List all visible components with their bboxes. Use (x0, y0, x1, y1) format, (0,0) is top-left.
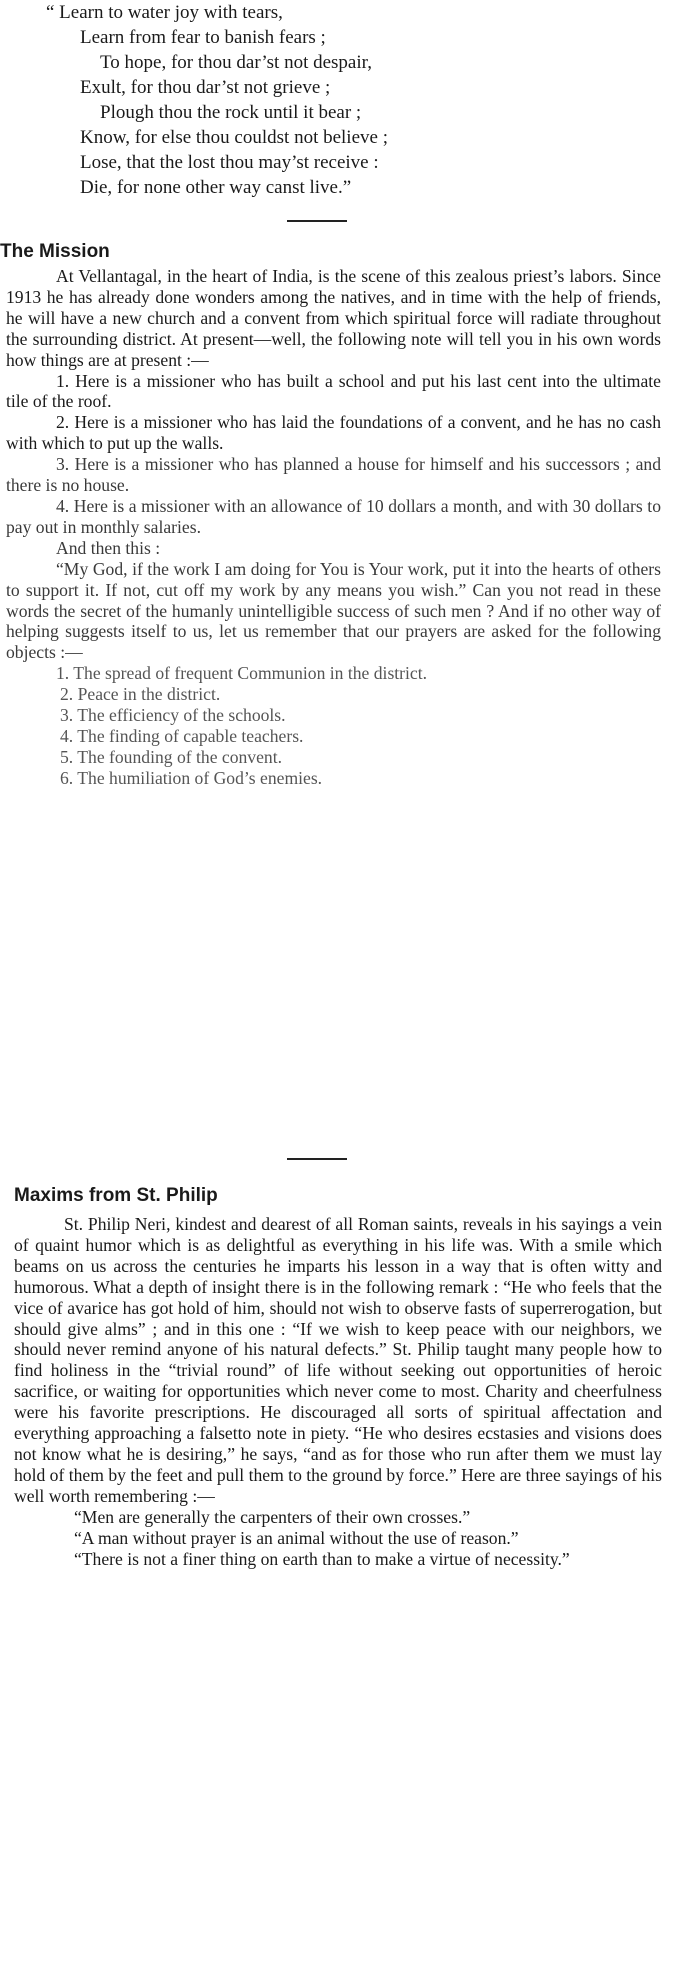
poem-line: Know, for else thou couldst not believe ; (80, 127, 388, 148)
section-divider (287, 1158, 347, 1160)
poem (46, 0, 646, 200)
list-item: 3. Here is a missioner who has planned a house for himself and his successors ; and there is no house. (6, 454, 661, 496)
poem-line: Exult, for thou dar’st not grieve ; (80, 77, 331, 98)
poem-line: Lose, that the lost thou may’st receive : (80, 152, 379, 173)
paragraph: “My God, if the work I am doing for You is Your work, put it into the hearts of others to support it. If not, cut off my work by any means you wish.” Can you not read in these words the secret of the humanly unintelligible success of such men ? And if no other way of helping suggests itself to us, let us remember that our prayers are asked for the following objects :— (6, 558, 661, 663)
poem-line: To hope, for thou dar’st not despair, (100, 52, 372, 73)
list-item: 3. The efficiency of the schools. (60, 705, 286, 726)
maxims-section (14, 1214, 662, 1569)
section-heading-maxims: Maxims from St. Philip (14, 1185, 218, 1206)
list-item: 4. Here is a missioner with an allowance of 10 dollars a month, and with 30 dollars to pay out in monthly salaries. (6, 495, 661, 537)
quote: “A man without prayer is an animal without the use of reason.” (74, 1527, 519, 1548)
poem-line: Learn from fear to banish fears ; (80, 27, 326, 48)
list-item: 5. The founding of the convent. (60, 746, 282, 767)
list-item: 4. The finding of capable teachers. (60, 725, 304, 746)
poem-line: “ Learn to water joy with tears, (46, 2, 283, 23)
list-item: 1. The spread of frequent Communion in the district. (56, 663, 428, 684)
list-item: 2. Peace in the district. (60, 684, 221, 705)
paragraph: St. Philip Neri, kindest and dearest of all Roman saints, reveals in his sayings a vein of quaint humor which is as delightful as everything in his life was. With a smile which beams on us across the centuries he imparts his lesson in a way that is often witty and humorous. What a depth of insight there is in the following remark : “He who feels that the vice of avarice has got hold of him, should not wish to observe fasts of superrerogation, but should give alms” ; and in this one : “If we wish to keep peace with our neighbors, we should never remind anyone of his natural defects.” St. Philip taught many people how to find holiness in the “trivial round” of life without seeking out opportunities of heroic sacrifice, or waiting for opportunities which never come to most. Charity and cheerfulness were his favorite prescriptions. He discouraged all sorts of spiritual affectation and everything approaching a falsetto note in piety. “He who desires ecstasies and visions does not know what he is desiring,” he says, “and as for those who run after them we must lay hold of them by the feet and pull them to the ground by force.” Here are three sayings of his well worth remembering :— (14, 1214, 662, 1506)
paragraph: And then this : (56, 537, 161, 558)
section-divider (287, 220, 347, 222)
section-heading-mission: The Mission (0, 241, 110, 262)
poem-line: Die, for none other way canst live.” (80, 177, 352, 198)
poem-line: Plough thou the rock until it bear ; (100, 102, 362, 123)
mission-section (6, 266, 661, 789)
list-item: 6. The humiliation of God’s enemies. (60, 767, 323, 788)
list-item: 2. Here is a missioner who has laid the foundations of a convent, and he has no cash with which to put up the walls. (6, 412, 661, 454)
list-item: 1. Here is a missioner who has built a school and put his last cent into the ultimate tile of the roof. (6, 370, 661, 412)
quote: “There is not a finer thing on earth than to make a virtue of necessity.” (74, 1548, 570, 1569)
quote: “Men are generally the carpenters of their own crosses.” (74, 1506, 471, 1527)
paragraph: At Vellantagal, in the heart of India, is the scene of this zealous priest’s labors. Since 1913 he has already done wonders among the natives, and in time with the help of friends, he will have a new church and a convent from which spiritual force will radiate throughout the surrounding district. At present—well, the following note will tell you in his own words how things are at present :— (6, 266, 661, 370)
